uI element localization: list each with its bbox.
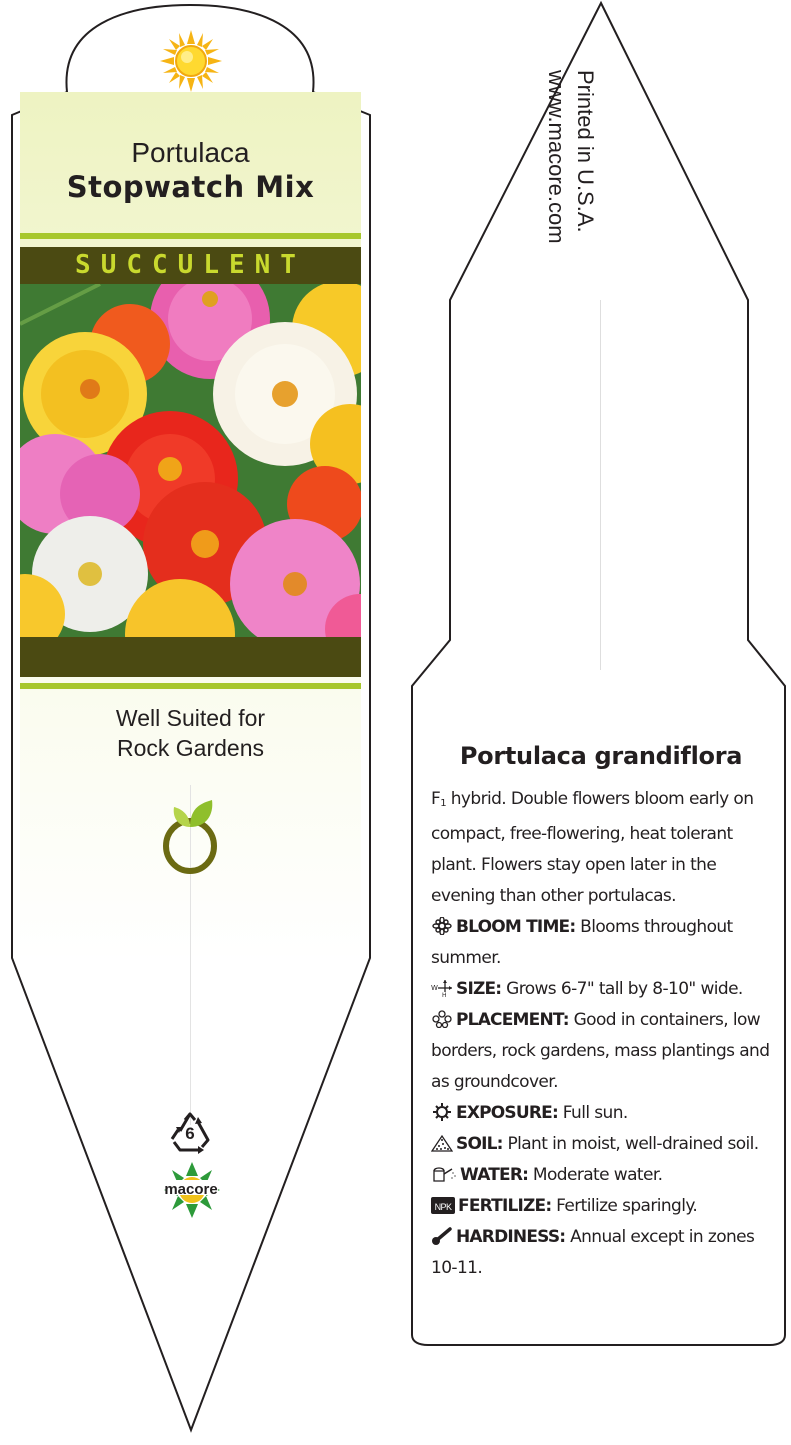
care-soil: SOIL: Plant in moist, well-drained soil. [431,1129,773,1160]
care-exposure: EXPOSURE: Full sun. [431,1098,773,1129]
description: F1 hybrid. Double flowers bloom early on compact, free-flowering, heat tolerant plant. Flowers stay open later in the evening than other portulacas. [431,789,754,906]
soil-icon [431,1134,453,1152]
care-placement: PLACEMENT: Good in containers, low borders, rock gardens, mass plantings and as groundcover. [431,1010,770,1092]
leaf-logo-icon [160,797,222,877]
care-size: W H SIZE: Grows 6-7" tall by 8-10" wide. [431,979,743,999]
svg-text:NPK: NPK [434,1202,452,1212]
placement-icon [431,1010,453,1028]
size-icon [431,979,453,997]
care-bloom-time: BLOOM TIME: Blooms throughout summer. [431,917,733,968]
feature-text [20,703,361,763]
flower-illustration [20,284,361,637]
care-fertilize: NPK FERTILIZE: Fertilize sparingly. [431,1191,773,1222]
recycle-code: 6 [185,1124,195,1143]
care-water: WATER: Moderate water. [431,1160,773,1191]
sun-icon [160,30,222,92]
care-instructions [431,784,773,1284]
npk-icon [431,1196,455,1214]
svg-text:H: H [442,992,446,997]
svg-text:W: W [431,984,438,992]
watering-can-icon [431,1165,457,1183]
printed-in: Printed in U.S.A. [573,70,598,233]
plant-name: Portulaca [131,137,250,168]
category-band: SUCCULENT [20,247,361,284]
accent-bar-bottom [20,683,361,689]
feature-line-1: Well Suited for [115,705,266,731]
sun-outline-icon [431,1103,453,1121]
brand-name: macore [164,1181,218,1198]
thermometer-icon [431,1227,453,1245]
print-info [542,70,600,244]
flower-icon [431,917,453,935]
photo-bottom-band [20,637,361,677]
website: www.macore.com [544,70,569,244]
back-center-line [600,300,601,670]
care-hardiness: HARDINESS: Annual except in zones 10-11. [431,1227,755,1278]
botanical-name: Portulaca grandiflora [459,742,743,770]
variety-name: Stopwatch Mix [66,170,315,204]
feature-line-2: Rock Gardens [116,735,264,761]
flower-photo [20,284,361,637]
accent-bar-top [20,233,361,239]
